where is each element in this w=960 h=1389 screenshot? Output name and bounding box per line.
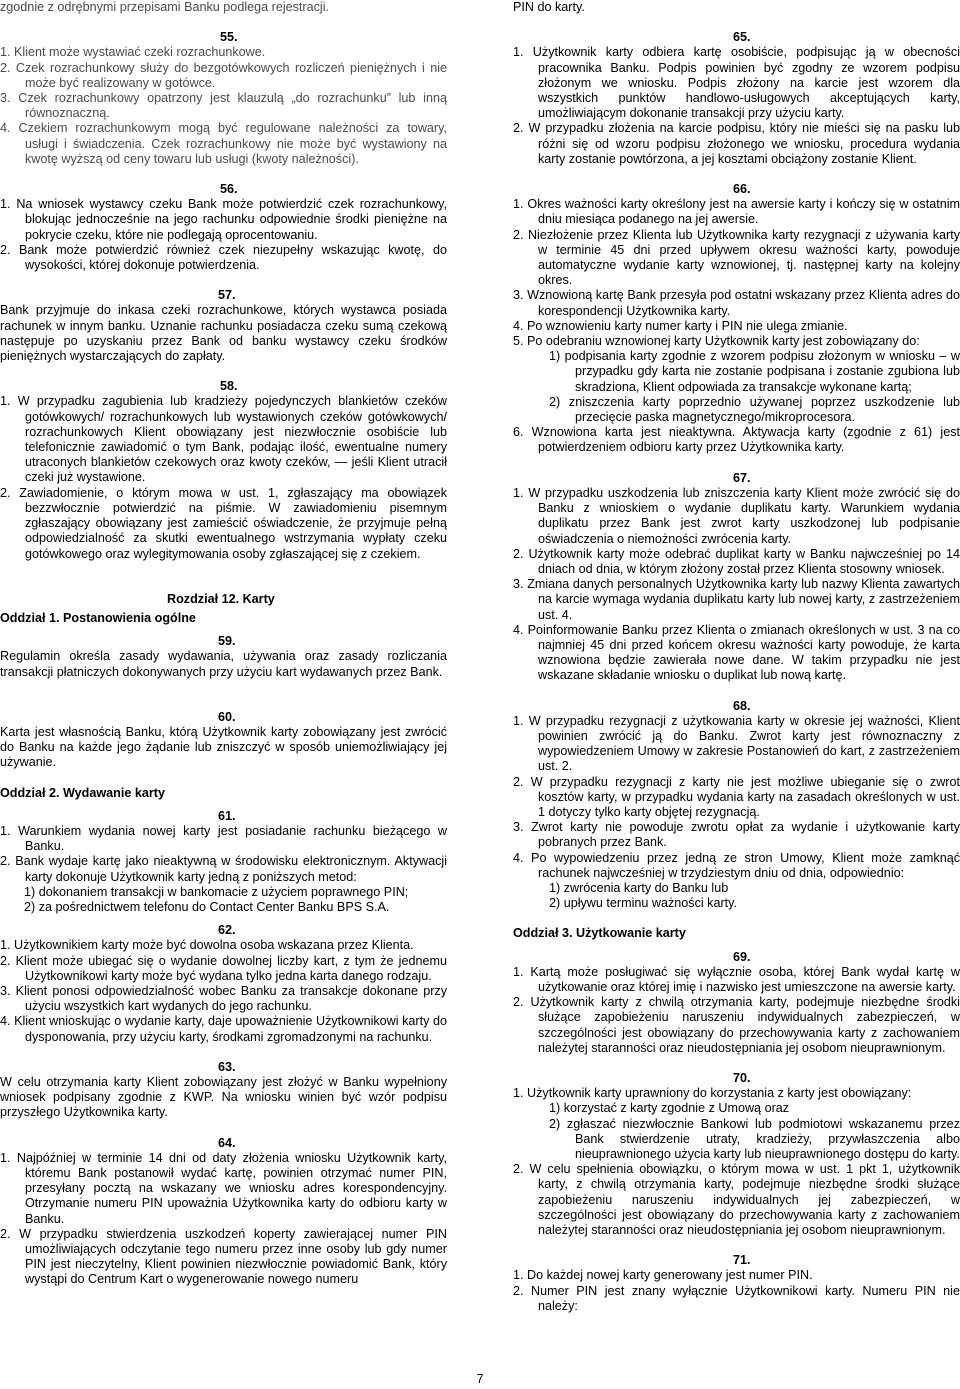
list-item: 4. Po wypowiedzeniu przez jedną ze stron Umowy, Klient może zamknąć rachunek najwcześniej w trzydziestym dniu od dnia, odpowiednio:	[513, 850, 960, 880]
section-heading-57: 57.	[218, 288, 236, 303]
section-heading-59: 59.	[218, 634, 236, 649]
list-item: 1. Na wniosek wystawcy czeku Bank może potwierdzić czek rozrachunkowy, blokując jednocześnie na jego rachunku odpowiednie środki pieniężne na pokrycie czeku, które nie podlegają oprocentowaniu.	[0, 197, 447, 242]
list-item: 2. Klient może ubiegać się o wydanie dowolnej liczby kart, z tym że jednemu Użytkownikowi karty może być wydana tylko jedna karta danego rodzaju.	[0, 953, 447, 983]
left-column	[0, 0, 447, 1288]
section-heading-68: 68.	[733, 698, 751, 713]
section-heading-56: 56.	[220, 182, 238, 197]
list-item: 2. Numer PIN jest znany wyłącznie Użytkownikowi karty. Numeru PIN nie należy:	[513, 1283, 960, 1313]
list-item: 3. Czek rozrachunkowy opatrzony jest klauzulą „do rozrachunku” lub inną równoznaczną.	[0, 91, 447, 121]
list-item: 2. W przypadku stwierdzenia uszkodzeń koperty zawierającej numer PIN umożliwiających odczytanie tego numeru przez inne osoby lub gdy numer PIN jest nieczytelny, Klient powinien niezwłocznie powiadomić Bank, który wystąpi do Centrum Kart o wygenerowanie nowego numeru	[0, 1226, 447, 1287]
division-title: Oddział 3. Użytkowanie karty	[513, 926, 686, 941]
section-heading-71: 71.	[733, 1253, 751, 1268]
sub-item: 2) za pośrednictwem telefonu do Contact Center Banku BPS S.A.	[24, 899, 390, 914]
chapter-title: Rozdział 12. Karty	[167, 591, 275, 606]
list-item: 1. Najpóźniej w terminie 14 dni od daty złożenia wniosku Użytkownik karty, któremu Bank postanowił wydać kartę, powinien otrzymać numer PIN, przesyłany pocztą na wskazany we wniosku adres korespondencyjny. Otrzymanie numeru PIN upoważnia Użytkownika karty do odbioru karty w Banku.	[0, 1150, 447, 1226]
list-item: 3. Zmiana danych personalnych Użytkownika karty lub nazwy Klienta zawartych na karcie wymaga wydania duplikatu karty lub nowej karty, z zastrzeżeniem ust. 4.	[513, 577, 960, 622]
list-item: 1. W przypadku zagubienia lub kradzieży pojedynczych blankietów czeków gotówkowych/ rozrachunkowych lub wystawionych czeków gotówkowych/ rozrachunkowych Klient obowiązany jest niezwłocznie osobiście lub telefonicznie zawiadomić o tym Bank, podając ilość, ewentualne numery utraconych blankietów czekowych oraz kwoty czeków, — jeśli Klient utracił czeki już wystawione.	[0, 394, 447, 485]
list-item: 1. Kartą może posługiwać się wyłącznie osoba, której Bank wydał kartę w użytkowanie oraz której imię i nazwisko jest umieszczone na awersie karty.	[513, 964, 960, 994]
section-heading-69: 69.	[733, 949, 751, 964]
list-item: 1. Warunkiem wydania nowej karty jest posiadanie rachunku bieżącego w Banku.	[0, 823, 447, 854]
division-title: Oddział 2. Wydawanie karty	[0, 785, 165, 800]
list-item: 3. Zwrot karty nie powoduje zwrotu opłat za wydanie i użytkowanie karty pobranych przez Bank.	[513, 820, 960, 850]
list-item: 4. Klient wnioskując o wydanie karty, daje upoważnienie Użytkownikowi karty do dysponowania, przy użyciu karty, środkami zgromadzonymi na rachunku.	[0, 1014, 447, 1044]
list-item: 4. Czekiem rozrachunkowym mogą być regulowane należności za towary, usługi i świadczenia. Czek rozrachunkowy nie może być wystawiony na kwotę wyższą od ceny towaru lub usługi (kwoty należności).	[0, 121, 447, 166]
list-item: 4. Po wznowieniu karty numer karty i PIN nie ulega zmianie.	[513, 318, 848, 333]
section-heading-62: 62.	[218, 923, 236, 938]
paragraph: Karta jest własnością Banku, którą Użytkownik karty zobowiązany jest zwrócić do Banku na każde jego żądanie lub zniszczyć w sposób uniemożliwiający jej używanie.	[0, 724, 447, 770]
list-item: 2. Czek rozrachunkowy służy do bezgotówkowych rozliczeń pieniężnych i nie może być realizowany w gotówce.	[0, 60, 447, 90]
sub-item: 2) upływu terminu ważności karty.	[549, 896, 738, 911]
right-column	[513, 0, 960, 1314]
list-item: 3. Wznowioną kartę Bank przesyła pod ostatni wskazany przez Klienta adres do korespondencji Użytkownika karty.	[513, 288, 960, 318]
paragraph: Bank przyjmuje do inkasa czeki rozrachunkowe, których wystawca posiada rachunek w innym banku. Uznanie rachunku posiadacza czeku sumą czekową następuje po uzyskaniu przez Bank od banku wystawcy czeku środków pieniężnych wystarczających do zapłaty.	[0, 303, 447, 364]
sub-item: 1) dokonaniem transakcji w bankomacie z użyciem poprawnego PIN;	[24, 884, 409, 899]
section-heading-70: 70.	[733, 1071, 751, 1085]
sub-item: 1) zwrócenia karty do Banku lub	[549, 880, 729, 895]
sub-item: 1) podpisania karty zgodnie z wzorem podpisu złożonym w wniosku – w przypadku gdy karta nie zostanie podpisana i zostanie zgubiona lub skradziona, Klient odpowiada za transakcje wykonane kartą;	[549, 349, 960, 394]
list-item: 1. Okres ważności karty określony jest na awersie karty i kończy się w ostatnim dniu miesiąca podanego na jej awersie.	[513, 197, 960, 227]
list-item: 1. Użytkownik karty uprawniony do korzystania z karty jest obowiązany:	[513, 1086, 912, 1101]
list-item: 1. Użytkownikiem karty może być dowolna osoba wskazana przez Klienta.	[0, 938, 414, 953]
page-number: 7	[476, 1372, 484, 1386]
section-heading-60: 60.	[218, 709, 236, 724]
list-item: 2. Bank wydaje kartę jako nieaktywną w środowisku elektronicznym. Aktywacji karty dokonuje Użytkownik karty jedną z poniższych metod:	[0, 854, 447, 884]
section-heading-61: 61.	[218, 808, 236, 823]
list-item: 1. Klient może wystawiać czeki rozrachunkowe.	[0, 45, 266, 60]
list-item: 1. Do każdej nowej karty generowany jest numer PIN.	[513, 1268, 813, 1283]
paragraph: Regulamin określa zasady wydawania, używania oraz zasady rozliczania transakcji płatniczych dokonywanych przy użyciu kart wydawanych przez Bank.	[0, 649, 447, 679]
intro-text: zgodnie z odrębnymi przepisami Banku podlega rejestracji.	[0, 0, 330, 14]
list-item: 2. Użytkownik karty z chwilą otrzymania karty, podejmuje niezbędne środki służące zapobieżeniu naruszeniu indywidualnych zabezpieczeń, w szczególności jest obowiązany do przechowywania karty z zachowaniem należytej staranności oraz nieudostępniania jej osobom nieuprawnionym.	[513, 995, 960, 1055]
list-item: 1. W przypadku rezygnacji z użytkowania karty w okresie jej ważności, Klient powinien zwrócić ją do Banku. Zwrot karty jest równoznaczny z wypowiedzeniem Umowy w zakresie Postanowień do kart, z zastrzeżeniem ust. 2.	[513, 713, 960, 774]
paragraph: W celu otrzymania karty Klient zobowiązany jest złożyć w Banku wypełniony wniosek podpisany zgodnie z KWP. Na wniosku winien być wzór podpisu przyszłego Użytkownika karty.	[0, 1074, 447, 1120]
list-item: 4. Poinformowanie Banku przez Klienta o zmianach określonych w ust. 3 na co najmniej 45 dni przed końcem okresu ważności karty powoduje, że karta wznowiona będzie zawierała nowe dane. W takim przypadku nie jest wskazane składanie wniosku o duplikat lub nową kartę.	[513, 622, 960, 683]
list-item: 2. W celu spełnienia obowiązku, o którym mowa w ust. 1 pkt 1, użytkownik karty, z chwilą otrzymania karty, podejmuje niezbędne środki służące zapobieżeniu naruszeniu indywidualnych jej zabezpieczeń, w szczególności jest obowiązany do przechowywania karty z zachowaniem należytej staranności oraz nieudostępniania jej osobom nieuprawnionym.	[513, 1162, 960, 1238]
list-item: 5. Po odebraniu wznowionej karty Użytkownik karty jest zobowiązany do:	[513, 334, 920, 349]
list-item: 1. Użytkownik karty odbiera kartę osobiście, podpisując ją w obecności pracownika Banku. Podpis powinien być zgodny ze wzorem podpisu złożonym we wniosku. Podpis złożony na karcie jest wzorem dla wszystkich punktów handlowo-usługowych akceptujących karty, umożliwiającym dokonanie transakcji przy użyciu karty.	[513, 45, 960, 121]
sub-item: 2) zgłaszać niezwłocznie Bankowi lub podmiotowi wskazanemu przez Bank stwierdzenie utraty, kradzieży, przywłaszczenia albo nieuprawnionego użycia karty lub nieuprawnionego dostępu do karty.	[549, 1116, 960, 1162]
section-heading-66: 66.	[733, 182, 751, 197]
continuation-text: PIN do karty.	[513, 0, 585, 14]
section-heading-67: 67.	[733, 470, 751, 485]
list-item: 2. W przypadku złożenia na karcie podpisu, który nie mieści się na pasku lub różni się od wzoru podpisu złożonego we wniosku, procedura wydania karty zostanie powtórzona, a jej kosztami obciążony zostanie Klient.	[513, 121, 960, 166]
section-heading-65: 65.	[733, 30, 751, 45]
division-title: Oddział 1. Postanowienia ogólne	[0, 610, 196, 625]
sub-item: 1) korzystać z karty zgodnie z Umową oraz	[549, 1101, 790, 1116]
section-heading-64: 64.	[218, 1135, 236, 1150]
list-item: 1. W przypadku uszkodzenia lub zniszczenia karty Klient może zwrócić się do Banku z wnioskiem o wydanie duplikatu karty. Warunkiem wydania duplikatu przez Bank jest zwrot karty uszkodzonej lub podpisanie oświadczenia o niemożności zwrócenia karty.	[513, 485, 960, 546]
list-item: 2. W przypadku rezygnacji z karty nie jest możliwe ubieganie się o zwrot kosztów karty, w przypadku wydania karty na zasadach określonych w ust. 1 dotyczy tylko karty objętej rezygnacją.	[513, 774, 960, 819]
list-item: 3. Klient ponosi odpowiedzialność wobec Banku za transakcje dokonane przy użyciu wszystkich kart wydanych do jego rachunku.	[0, 983, 447, 1014]
section-heading-58: 58.	[220, 379, 238, 394]
list-item: 6. Wznowiona karta jest nieaktywna. Aktywacja karty (zgodnie z 61) jest potwierdzeniem odbioru karty przez Użytkownika karty.	[513, 425, 960, 455]
list-item: 2. Bank może potwierdzić również czek niezupełny wskazując kwotę, do wysokości, której dokonuje potwierdzenia.	[0, 242, 447, 273]
section-heading-55: 55.	[220, 30, 238, 45]
list-item: 2. Użytkownik karty może odebrać duplikat karty w Banku najwcześniej po 14 dniach od dnia, w którym złożony został przez Klienta stosowny wniosek.	[513, 546, 960, 576]
sub-item: 2) zniszczenia karty poprzednio używanej poprzez uszkodzenie lub przecięcie paska magnetycznego/mikroprocesora.	[549, 394, 960, 425]
section-heading-63: 63.	[218, 1059, 236, 1074]
list-item: 2. Zawiadomienie, o którym mowa w ust. 1, zgłaszający ma obowiązek bezzwłocznie potwierdzić na piśmie. W zawiadomieniu pisemnym zgłaszający obowiązany jest zamieścić oświadczenie, że przyjmuje pełną odpowiedzialność za skutki ewentualnego wstrzymania wypłaty czeku gotówkowego oraz wylegitymowania osoby zgłaszającej się z czekiem.	[0, 485, 447, 561]
list-item: 2. Niezłożenie przez Klienta lub Użytkownika karty rezygnacji z używania karty w terminie 45 dni przed upływem okresu ważności karty, powoduje automatyczne wydanie karty wznowionej, tj. następnej karty na kolejny okres.	[513, 227, 960, 288]
